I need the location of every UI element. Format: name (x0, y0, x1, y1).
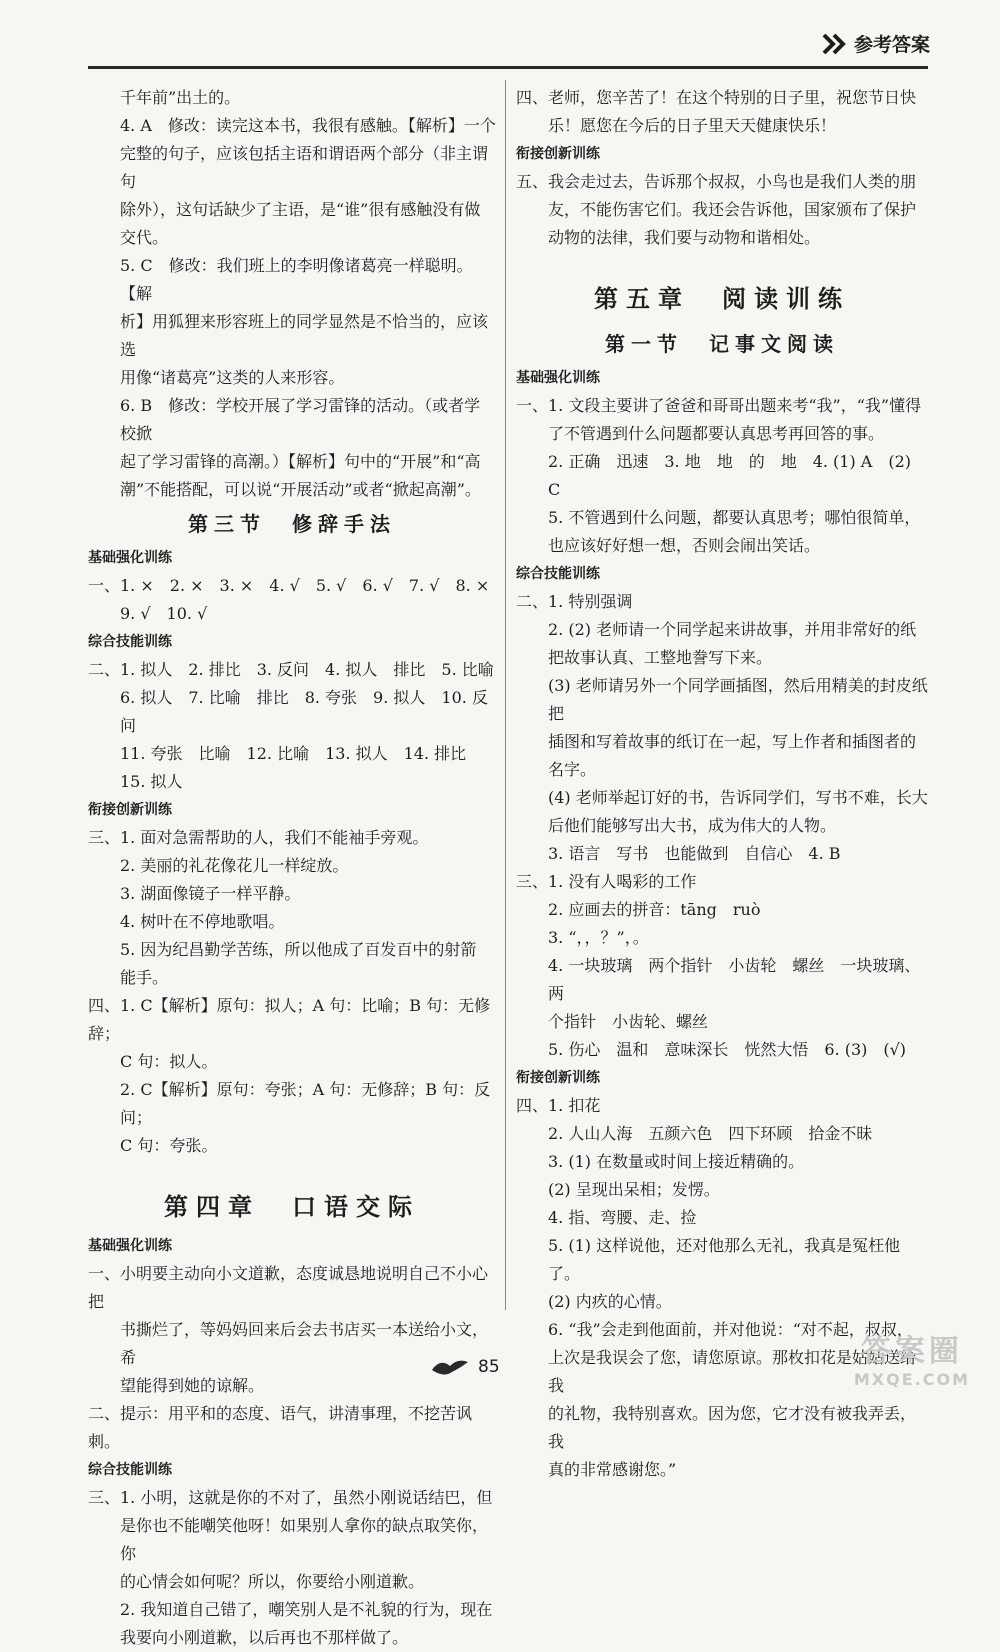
text-line: C 句：夸张。 (120, 1136, 218, 1155)
text-line: 四、老师，您辛苦了！在这个特别的日子里，祝您节日快 (516, 88, 917, 107)
text-line: 15. 拟人 (120, 772, 183, 791)
text-line: 二、1. 拟人 2. 排比 3. 反问 4. 拟人 排比 5. 比喻 (88, 660, 494, 679)
text-line: 四、1. 扣花 (516, 1096, 601, 1115)
section-label: 综合技能训练 (516, 566, 600, 582)
text-line (516, 252, 928, 270)
text-line: 望能得到她的谅解。 (120, 1376, 265, 1395)
section-label: 衔接创新训练 (516, 1070, 600, 1086)
text-line: 3. (1) 在数量或时间上接近精确的。 (548, 1152, 805, 1171)
text-line: 5. (1) 这样说他，还对他那么无礼，我真是冤枉他了。 (548, 1236, 901, 1283)
text-line: 2. 美丽的礼花像花儿一样绽放。 (120, 856, 349, 875)
text-line: 上次是我误会了您，请您原谅。那枚扣花是姑姑送给我 (548, 1348, 917, 1395)
section-label: 综合技能训练 (88, 1462, 172, 1478)
header-title: 参考答案 (853, 34, 930, 56)
text-line (88, 1160, 496, 1178)
text-line: 个指针 小齿轮、螺丝 (548, 1012, 709, 1031)
text-line: 6. B 修改：学校开展了学习雷锋的活动。（或者学校掀 (120, 396, 481, 443)
text-line: 一、1. × 2. × 3. × 4. √ 5. √ 6. √ 7. √ 8. × (88, 576, 490, 595)
right-column (516, 84, 928, 1484)
text-line: 6. 拟人 7. 比喻 排比 8. 夸张 9. 拟人 10. 反问 (120, 688, 488, 735)
text-line: (2) 呈现出呆相；发愣。 (548, 1180, 720, 1199)
section-label: 综合技能训练 (88, 634, 172, 650)
text-line: 五、我会走过去，告诉那个叔叔，小鸟也是我们人类的朋 (516, 172, 917, 191)
section-label: 基础强化训练 (516, 370, 600, 386)
text-line: 二、1. 特别强调 (516, 592, 633, 611)
text-line: 5. C 修改：我们班上的李明像诸葛亮一样聪明。【解 (120, 256, 473, 303)
text-line: (2) 内疚的心情。 (548, 1292, 672, 1311)
text-line: 6. “我”会走到他面前，并对他说：“对不起，叔叔， (548, 1320, 913, 1339)
text-line: 交代。 (120, 228, 169, 247)
text-line: 三、1. 小明，这就是你的不对了，虽然小刚说话结巴，但 (88, 1488, 493, 1507)
text-line: 5. 因为纪昌勤学苦练，所以他成了百发百中的射箭 (120, 940, 477, 959)
double-chevron-icon (822, 33, 848, 55)
text-line: 4. A 修改：读完这本书，我很有感触。【解析】一个 (120, 116, 496, 135)
text-line: 析】用狐狸来形容班上的同学显然是不恰当的，应该选 (120, 312, 489, 359)
text-line: (3) 老师请另外一个同学画插图，然后用精美的封皮纸把 (548, 676, 928, 723)
text-line: 一、1. 文段主要讲了爸爸和哥哥出题来考“我”，“我”懂得 (516, 396, 922, 415)
text-line: 除外），这句话缺少了主语，是“谁”很有感触没有做 (120, 200, 481, 219)
text-line: 4. 一块玻璃 两个指针 小齿轮 螺丝 一块玻璃、两 (548, 956, 921, 1003)
text-line: 书撕烂了，等妈妈回来后会去书店买一本送给小文，希 (120, 1320, 489, 1367)
watermark-text: 答案圈 (860, 1334, 963, 1369)
text-line: 能手。 (120, 968, 169, 987)
text-line: 5. 伤心 温和 意味深长 恍然大悟 6. (3) (√) (548, 1040, 907, 1059)
section-title: 第三节 修辞手法 (188, 512, 396, 536)
text-line: 4. 指、弯腰、走、捡 (548, 1208, 697, 1227)
header-rule (88, 66, 928, 69)
section-label: 基础强化训练 (88, 1238, 172, 1254)
text-line: 四、1. C【解析】原句：拟人；A 句：比喻；B 句：无修辞； (88, 996, 491, 1043)
text-line: 的心情会如何呢？所以，你要给小刚道歉。 (120, 1572, 425, 1591)
text-line: 我要向小刚道歉，以后再也不那样做了。 (120, 1628, 409, 1647)
text-line: 千年前”出土的。 (120, 88, 241, 107)
left-column (88, 84, 496, 1652)
text-line: 乐！愿您在今后的日子里天天健康快乐！ (548, 116, 837, 135)
section-label: 衔接创新训练 (516, 146, 600, 162)
text-line: (4) 老师举起订好的书，告诉同学们，写书不难，长大 (548, 788, 928, 807)
text-line: 三、1. 没有人喝彩的工作 (516, 872, 697, 891)
text-line: 的礼物，我特别喜欢。因为您，它才没有被我弄丢，我 (548, 1404, 917, 1451)
text-line: C 句：拟人。 (120, 1052, 218, 1071)
text-line: 2. 人山人海 五颜六色 四下环顾 拾金不昧 (548, 1124, 873, 1143)
text-line: 是你也不能嘲笑他呀！如果别人拿你的缺点取笑你，你 (120, 1516, 489, 1563)
text-line: 2. 我知道自己错了，嘲笑别人是不礼貌的行为，现在 (120, 1600, 493, 1619)
text-line: 动物的法律，我们要与动物和谐相处。 (548, 228, 821, 247)
chapter-title: 第四章 口语交际 (164, 1192, 420, 1221)
text-line: 5. 不管遇到什么问题，都要认真思考；哪怕很简单， (548, 508, 921, 527)
page-header (822, 30, 930, 57)
column-divider (505, 80, 506, 1310)
text-line: 2. 正确 迅速 3. 地 地 的 地 4. (1) A (2) C (548, 452, 912, 499)
text-line: 后他们能够写出大书，成为伟大的人物。 (548, 816, 837, 835)
page-number: 85 (478, 1357, 500, 1377)
text-line: 2. (2) 老师请一个同学起来讲故事，并用非常好的纸 (548, 620, 917, 639)
text-line: 完整的句子，应该包括主语和谓语两个部分（非主谓句 (120, 144, 489, 191)
text-line: 9. √ 10. √ (120, 604, 208, 623)
text-line: 起了学习雷锋的高潮。）【解析】句中的“开展”和“高 (120, 452, 481, 471)
watermark-url: MXQE.COM (853, 1370, 970, 1389)
text-line: 3. 语言 写书 也能做到 自信心 4. B (548, 844, 841, 863)
text-line: 潮”不能搭配，可以说“开展活动”或者“掀起高潮”。 (120, 480, 481, 499)
text-line: 二、提示：用平和的态度、语气，讲清事理，不挖苦讽刺。 (88, 1404, 473, 1451)
text-line: 友，不能伤害它们。我还会告诉他，国家颁布了保护 (548, 200, 917, 219)
text-line: 用像“诸葛亮”这类的人来形容。 (120, 368, 345, 387)
text-line: 也应该好好想一想，否则会闹出笑话。 (548, 536, 821, 555)
section-label: 衔接创新训练 (88, 802, 172, 818)
text-line: 三、1. 面对急需帮助的人，我们不能袖手旁观。 (88, 828, 429, 847)
section-title: 第一节 记事文阅读 (605, 332, 839, 356)
page-footer (430, 1356, 500, 1378)
text-line: 了不管遇到什么问题都要认真思考再回答的事。 (548, 424, 885, 443)
site-watermark (854, 1326, 970, 1389)
text-line: 11. 夸张 比喻 12. 比喻 13. 拟人 14. 排比 (120, 744, 467, 763)
text-line: 3. “，，？”，。 (548, 928, 649, 947)
text-line: 2. C【解析】原句：夸张；A 句：无修辞；B 句：反问； (120, 1080, 491, 1127)
text-line: 4. 树叶在不停地歌唱。 (120, 912, 285, 931)
text-line: 一、小明要主动向小文道歉，态度诚恳地说明自己不小心把 (88, 1264, 489, 1311)
text-line: 把故事认真、工整地誊写下来。 (548, 648, 773, 667)
bird-logo-icon (430, 1356, 470, 1378)
text-line: 3. 湖面像镜子一样平静。 (120, 884, 301, 903)
section-label: 基础强化训练 (88, 550, 172, 566)
text-line: 2. 应画去的拼音：tāng ruò (548, 900, 761, 919)
chapter-title: 第五章 阅读训练 (594, 284, 850, 313)
text-line: 插图和写着故事的纸订在一起，写上作者和插图者的名字。 (548, 732, 917, 779)
text-line: 真的非常感谢您。” (548, 1460, 677, 1479)
